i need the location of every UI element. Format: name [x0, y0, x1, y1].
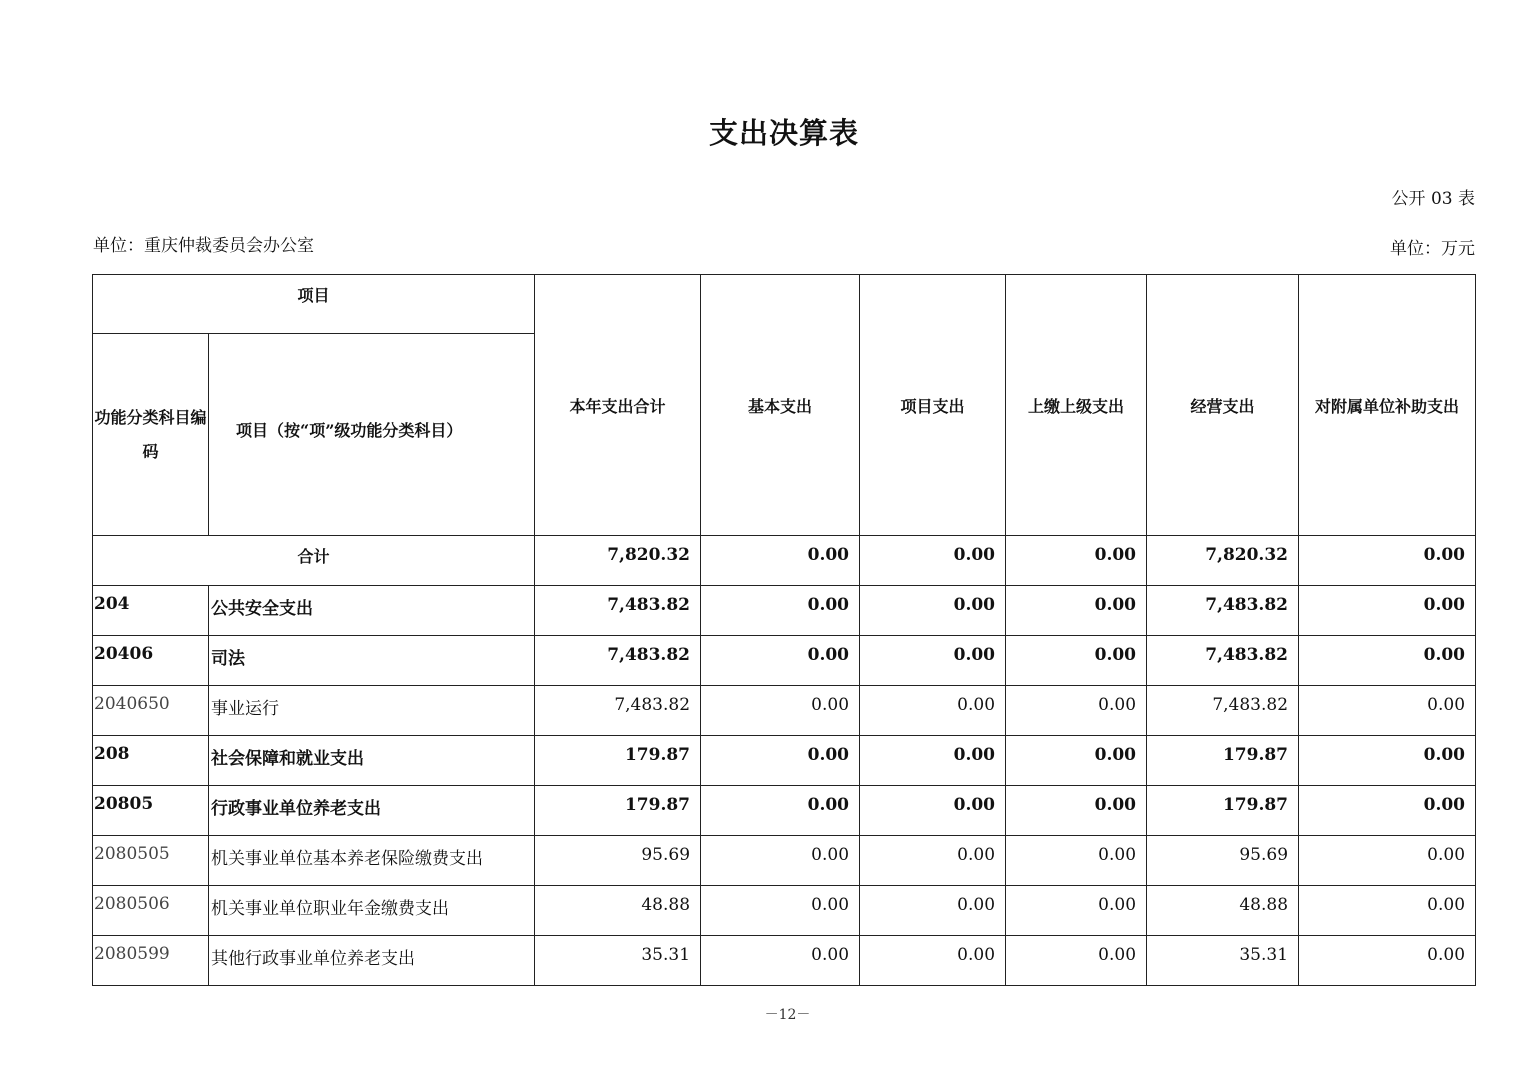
row-value: 0.00: [860, 736, 1006, 786]
row-value: 0.00: [1299, 836, 1476, 886]
row-value: 0.00: [1299, 736, 1476, 786]
row-name: 机关事业单位基本养老保险缴费支出: [209, 836, 535, 886]
table-row: [93, 736, 1476, 786]
row-value: 35.31: [535, 936, 701, 986]
total-label: 合计: [93, 536, 535, 586]
row-value: 35.31: [1147, 936, 1299, 986]
row-value: 0.00: [860, 636, 1006, 686]
row-name: 行政事业单位养老支出: [209, 786, 535, 836]
row-name: 司法: [209, 636, 535, 686]
total-value: 7,820.32: [1147, 536, 1299, 586]
form-number: 公开 03 表: [1391, 189, 1475, 209]
row-value: 0.00: [860, 836, 1006, 886]
expenditure-table: [92, 274, 1476, 986]
header-item: 项目: [93, 275, 535, 334]
row-value: 0.00: [860, 936, 1006, 986]
row-value: 0.00: [860, 586, 1006, 636]
row-value: 0.00: [701, 736, 860, 786]
row-value: 0.00: [1006, 586, 1147, 636]
row-value: 7,483.82: [535, 686, 701, 736]
row-value: 0.00: [1299, 686, 1476, 736]
total-value: 0.00: [1006, 536, 1147, 586]
total-row: [93, 536, 1476, 586]
total-value: 7,820.32: [535, 536, 701, 586]
row-value: 0.00: [1006, 936, 1147, 986]
row-value: 48.88: [535, 886, 701, 936]
row-value: 7,483.82: [1147, 686, 1299, 736]
row-value: 0.00: [701, 936, 860, 986]
row-value: 0.00: [1299, 786, 1476, 836]
row-name: 机关事业单位职业年金缴费支出: [209, 886, 535, 936]
row-value: 0.00: [1299, 936, 1476, 986]
row-value: 7,483.82: [535, 636, 701, 686]
row-value: 0.00: [860, 886, 1006, 936]
header-code: 功能分类科目编码: [93, 334, 209, 536]
table-row: [93, 836, 1476, 886]
row-value: 95.69: [535, 836, 701, 886]
header-name: 项目（按“项”级功能分类科目）: [209, 334, 535, 536]
table-row: [93, 686, 1476, 736]
header-col-basic: 基本支出: [701, 275, 860, 536]
header-col-project: 项目支出: [860, 275, 1006, 536]
row-value: 179.87: [535, 736, 701, 786]
header-col-total: 本年支出合计: [535, 275, 701, 536]
row-name: 社会保障和就业支出: [209, 736, 535, 786]
row-value: 0.00: [1006, 886, 1147, 936]
row-value: 179.87: [535, 786, 701, 836]
page-number: －12－: [764, 1007, 811, 1023]
row-code: 2080599: [93, 936, 209, 986]
unit-currency: 单位：万元: [1390, 239, 1475, 259]
row-value: 7,483.82: [1147, 636, 1299, 686]
row-value: 0.00: [701, 886, 860, 936]
row-value: 0.00: [1299, 636, 1476, 686]
row-code: 20805: [93, 786, 209, 836]
row-value: 0.00: [1006, 686, 1147, 736]
table-row: [93, 636, 1476, 686]
row-value: 179.87: [1147, 786, 1299, 836]
document-title: 支出决算表: [708, 116, 859, 150]
unit-organization: 单位：重庆仲裁委员会办公室: [93, 236, 314, 256]
row-value: 0.00: [1006, 786, 1147, 836]
header-col-subsidy: 对附属单位补助支出: [1299, 275, 1476, 536]
row-code: 204: [93, 586, 209, 636]
row-name: 事业运行: [209, 686, 535, 736]
table-row: [93, 586, 1476, 636]
row-value: 179.87: [1147, 736, 1299, 786]
row-value: 0.00: [1006, 636, 1147, 686]
row-code: 2040650: [93, 686, 209, 736]
row-value: 0.00: [701, 636, 860, 686]
total-value: 0.00: [860, 536, 1006, 586]
row-code: 2080505: [93, 836, 209, 886]
row-value: 0.00: [701, 786, 860, 836]
row-value: 48.88: [1147, 886, 1299, 936]
table-row: [93, 786, 1476, 836]
row-value: 0.00: [1299, 886, 1476, 936]
row-value: 0.00: [701, 586, 860, 636]
row-value: 0.00: [1006, 736, 1147, 786]
header-col-remit: 上缴上级支出: [1006, 275, 1147, 536]
row-name: 其他行政事业单位养老支出: [209, 936, 535, 986]
row-value: 7,483.82: [535, 586, 701, 636]
row-value: 0.00: [701, 836, 860, 886]
row-value: 95.69: [1147, 836, 1299, 886]
row-value: 7,483.82: [1147, 586, 1299, 636]
row-code: 2080506: [93, 886, 209, 936]
row-value: 0.00: [860, 786, 1006, 836]
total-value: 0.00: [701, 536, 860, 586]
row-name: 公共安全支出: [209, 586, 535, 636]
table-row: [93, 886, 1476, 936]
row-value: 0.00: [1006, 836, 1147, 886]
row-code: 208: [93, 736, 209, 786]
total-value: 0.00: [1299, 536, 1476, 586]
row-value: 0.00: [1299, 586, 1476, 636]
row-value: 0.00: [701, 686, 860, 736]
row-value: 0.00: [860, 686, 1006, 736]
header-col-business: 经营支出: [1147, 275, 1299, 536]
table-row: [93, 936, 1476, 986]
row-code: 20406: [93, 636, 209, 686]
